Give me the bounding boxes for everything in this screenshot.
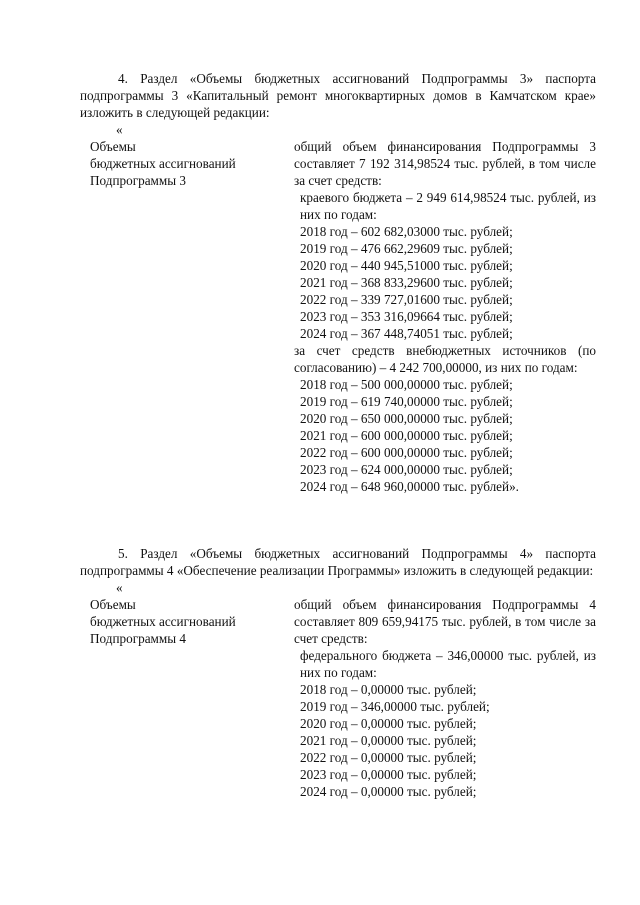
section-5-content xyxy=(294,596,596,800)
section-5-label-line: Подпрограммы 4 xyxy=(90,631,186,646)
year-line: 2023 год – 0,00000 тыс. рублей; xyxy=(300,767,477,782)
section-4-intro: 4. Раздел «Объемы бюджетных ассигнований Подпрограммы 3» паспорта подпрограммы 3 «Капитальный ремонт многоквартирных домов в Камчатском крае» изложить в следующей редакции: xyxy=(80,71,596,120)
year-line: 2020 год – 650 000,00000 тыс. рублей; xyxy=(300,411,513,426)
section-4-total: общий объем финансирования Подпрограммы 3 составляет 7 192 314,98524 тыс. рублей, в том числе за счет средств: xyxy=(294,139,596,188)
section-4-table xyxy=(80,138,596,495)
year-line: 2022 год – 600 000,00000 тыс. рублей; xyxy=(300,445,513,460)
section-5-quote-mark: « xyxy=(116,580,123,595)
year-line: 2022 год – 0,00000 тыс. рублей; xyxy=(300,750,477,765)
year-line: 2020 год – 440 945,51000 тыс. рублей; xyxy=(300,258,513,273)
year-line: 2024 год – 648 960,00000 тыс. рублей». xyxy=(300,479,519,494)
section-5-total: общий объем финансирования Подпрограммы 4 составляет 809 659,94175 тыс. рублей, в том числе за счет средств: xyxy=(294,597,596,646)
year-line: 2023 год – 353 316,09664 тыс. рублей; xyxy=(300,309,513,324)
section-5-label-line: Объемы xyxy=(90,597,136,612)
year-line: 2021 год – 368 833,29600 тыс. рублей; xyxy=(300,275,513,290)
year-line: 2020 год – 0,00000 тыс. рублей; xyxy=(300,716,477,731)
section-4-extrabudget: за счет средств внебюджетных источников (по согласованию) – 4 242 700,00000, из них по годам: xyxy=(294,343,596,375)
section-5-intro: 5. Раздел «Объемы бюджетных ассигнований Подпрограммы 4» паспорта подпрограммы 4 «Обеспечение реализации Программы» изложить в следующей редакции: xyxy=(80,546,596,578)
section-4-label-line: Подпрограммы 3 xyxy=(90,173,186,188)
section-4-extrabudget-years xyxy=(294,376,596,495)
section-5-federal: федерального бюджета – 346,00000 тыс. рублей, из них по годам: xyxy=(300,648,596,680)
section-4 xyxy=(80,70,596,495)
section-4-content xyxy=(294,138,596,495)
year-line: 2018 год – 0,00000 тыс. рублей; xyxy=(300,682,477,697)
section-4-regional: краевого бюджета – 2 949 614,98524 тыс. рублей, из них по годам: xyxy=(300,190,596,222)
year-line: 2023 год – 624 000,00000 тыс. рублей; xyxy=(300,462,513,477)
section-5-federal-years xyxy=(294,681,596,800)
section-4-label-line: Объемы xyxy=(90,139,136,154)
section-4-label xyxy=(90,138,290,189)
year-line: 2018 год – 500 000,00000 тыс. рублей; xyxy=(300,377,513,392)
year-line: 2024 год – 0,00000 тыс. рублей; xyxy=(300,784,477,799)
year-line: 2021 год – 0,00000 тыс. рублей; xyxy=(300,733,477,748)
section-5-label-line: бюджетных ассигнований xyxy=(90,614,236,629)
year-line: 2021 год – 600 000,00000 тыс. рублей; xyxy=(300,428,513,443)
year-line: 2019 год – 619 740,00000 тыс. рублей; xyxy=(300,394,513,409)
year-line: 2024 год – 367 448,74051 тыс. рублей; xyxy=(300,326,513,341)
year-line: 2019 год – 476 662,29609 тыс. рублей; xyxy=(300,241,513,256)
year-line: 2022 год – 339 727,01600 тыс. рублей; xyxy=(300,292,513,307)
section-5 xyxy=(80,545,596,800)
year-line: 2019 год – 346,00000 тыс. рублей; xyxy=(300,699,490,714)
section-5-label xyxy=(90,596,290,647)
section-4-quote-mark: « xyxy=(116,122,123,137)
section-4-label-line: бюджетных ассигнований xyxy=(90,156,236,171)
section-5-table xyxy=(80,596,596,800)
year-line: 2018 год – 602 682,03000 тыс. рублей; xyxy=(300,224,513,239)
section-4-regional-years xyxy=(294,223,596,342)
